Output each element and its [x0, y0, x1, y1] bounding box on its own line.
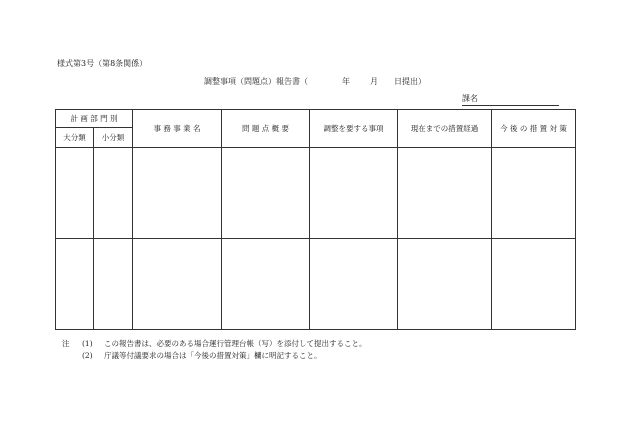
cell-future-measures[interactable]	[492, 148, 576, 239]
document-title	[0, 76, 630, 87]
header-future-measures: 今 後 の 措 置 対 策	[492, 110, 576, 148]
title-day: 日提出）	[394, 77, 426, 86]
header-business-name: 事 務 事 業 名	[133, 110, 222, 148]
cell-adjustment-items[interactable]	[310, 148, 398, 239]
note-label: 注	[62, 339, 70, 348]
department-field[interactable]	[462, 93, 559, 106]
cell-problem-summary[interactable]	[222, 239, 310, 330]
cell-business-name[interactable]	[133, 239, 222, 330]
header-plan-department: 計 画 部 門 別	[56, 110, 133, 128]
cell-measures-progress[interactable]	[398, 148, 492, 239]
note-number: (2)	[82, 351, 93, 360]
header-adjustment-items: 調整を要する事項	[310, 110, 398, 148]
table-row	[56, 239, 576, 330]
cell-measures-progress[interactable]	[398, 239, 492, 330]
cell-major-category[interactable]	[56, 239, 94, 330]
cell-future-measures[interactable]	[492, 239, 576, 330]
report-table	[55, 109, 576, 330]
cell-minor-category[interactable]	[94, 239, 133, 330]
note-number: (1)	[82, 339, 93, 348]
header-minor-category: 小分類	[94, 128, 133, 148]
note-text: この報告書は、必要のある場合運行管理台帳（写）を添付して提出すること。	[104, 339, 367, 348]
note-text: 庁議等付議要求の場合は「今後の措置対策」欄に明記すること。	[104, 351, 322, 360]
cell-adjustment-items[interactable]	[310, 239, 398, 330]
cell-minor-category[interactable]	[94, 148, 133, 239]
department-label: 課名	[462, 94, 478, 103]
table-row	[56, 148, 576, 239]
cell-problem-summary[interactable]	[222, 148, 310, 239]
title-month: 月	[370, 77, 378, 86]
header-major-category: 大分類	[56, 128, 94, 148]
cell-business-name[interactable]	[133, 148, 222, 239]
header-measures-progress: 現在までの措置経過	[398, 110, 492, 148]
title-year: 年	[342, 77, 350, 86]
note-item	[62, 350, 367, 362]
note-item	[62, 338, 367, 350]
cell-major-category[interactable]	[56, 148, 94, 239]
header-problem-summary: 問 題 点 概 要	[222, 110, 310, 148]
form-number: 様式第3号（第8条関係）	[57, 59, 148, 68]
notes	[62, 338, 367, 362]
title-main: 調整事項（問題点）報告書（	[204, 77, 308, 86]
